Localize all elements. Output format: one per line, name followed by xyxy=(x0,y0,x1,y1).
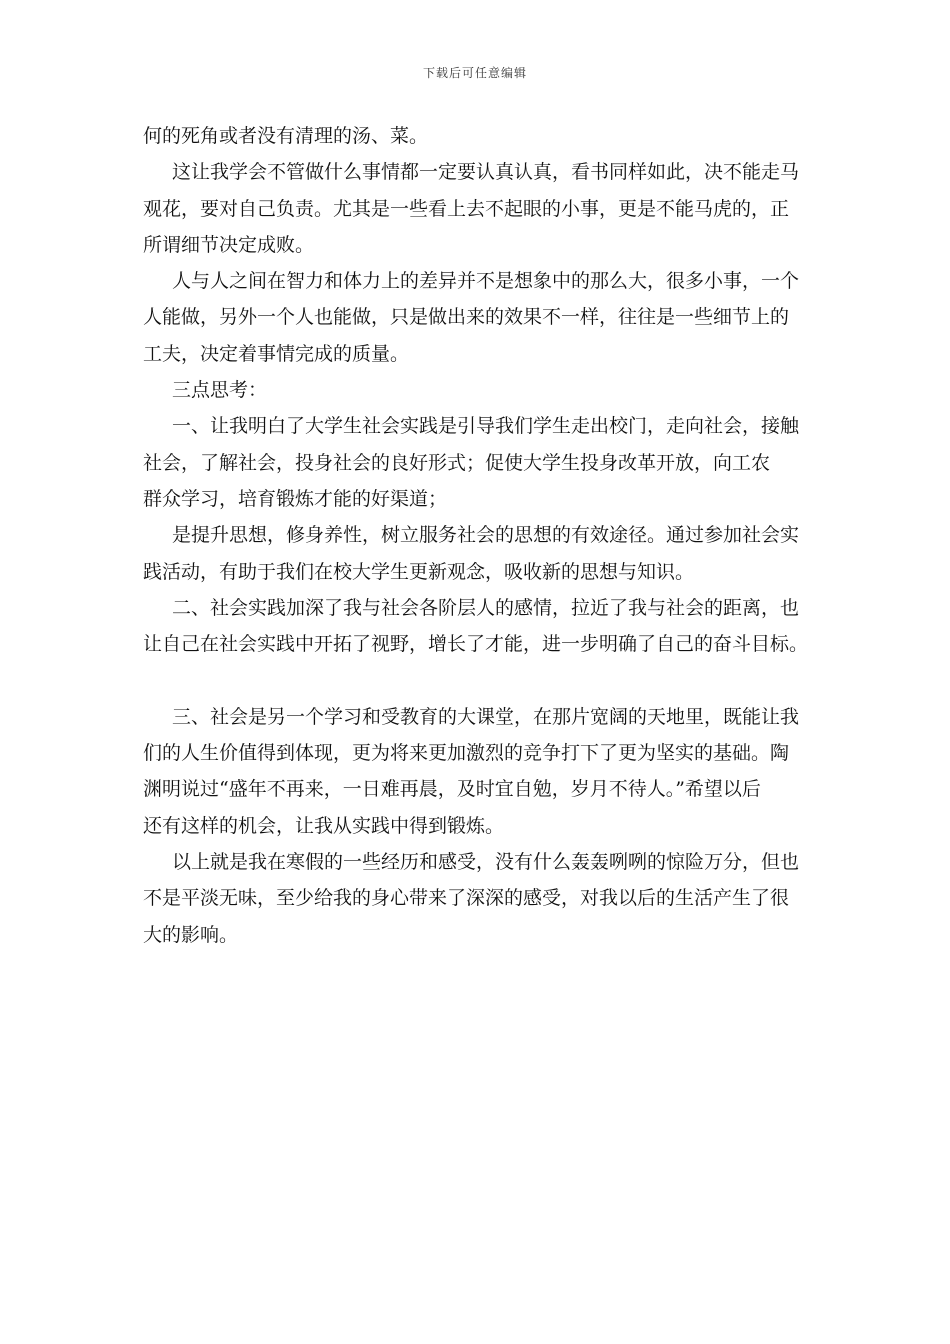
paragraph-gap xyxy=(143,662,823,698)
text-line: 二、社会实践加深了我与社会各阶层人的感情，拉近了我与社会的距离，也 xyxy=(172,596,800,619)
text-line: 观花，要对自己负责。尤其是一些看上去不起眼的小事，更是不能马虎的，正 xyxy=(143,197,790,220)
text-line: 让自己在社会实践中开拓了视野，增长了才能，进一步明确了自己的奋斗目标。 xyxy=(143,633,809,656)
text-line: 人与人之间在智力和体力上的差异并不是想象中的那么大，很多小事，一个 xyxy=(172,270,800,293)
text-line: 大的影响。 xyxy=(143,923,239,946)
text-line: 一、让我明白了大学生社会实践是引导我们学生走出校门，走向社会，接触 xyxy=(172,415,800,438)
text-line: 们的人生价值得到体现，更为将来更加激烈的竞争打下了更为坚实的基础。陶 xyxy=(143,742,790,765)
text-line: 群众学习，培育锻炼才能的好渠道； xyxy=(143,487,448,510)
text-line: 社会，了解社会，投身社会的良好形式；促使大学生投身改革开放，向工农 xyxy=(143,451,771,474)
text-line: 何的死角或者没有清理的汤、菜。 xyxy=(143,125,429,147)
text-line: 是提升思想，修身养性，树立服务社会的思想的有效途径。通过参加社会实 xyxy=(172,524,800,547)
text-line: 践活动，有助于我们在校大学生更新观念，吸收新的思想与知识。 xyxy=(143,560,695,583)
text-line: 不是平淡无味，至少给我的身心带来了深深的感受，对我以后的生活产生了很 xyxy=(143,887,790,910)
document-body xyxy=(143,118,823,953)
text-line: 以上就是我在寒假的一些经历和感受，没有什么轰轰咧咧的惊险万分，但也 xyxy=(172,850,800,873)
text-line: 所谓细节决定成败。 xyxy=(143,233,315,256)
text-line: 工夫，决定着事情完成的质量。 xyxy=(143,342,410,365)
text-line: 人能做，另外一个人也能做，只是做出来的效果不一样，往往是一些细节上的 xyxy=(143,306,790,329)
text-line: 还有这样的机会，让我从实践中得到锻炼。 xyxy=(143,814,505,837)
text-line: 这让我学会不管做什么事情都一定要认真认真，看书同样如此，决不能走马 xyxy=(172,161,800,184)
text-line: 三点思考： xyxy=(172,379,268,402)
text-line: 三、社会是另一个学习和受教育的大课堂，在那片宽阔的天地里，既能让我 xyxy=(172,705,800,728)
text-line: 渊明说过“盛年不再来，一日难再晨，及时宜自勉，岁月不待人。”希望以后 xyxy=(143,778,761,801)
page-header: 下载后可任意编辑 xyxy=(422,66,527,80)
